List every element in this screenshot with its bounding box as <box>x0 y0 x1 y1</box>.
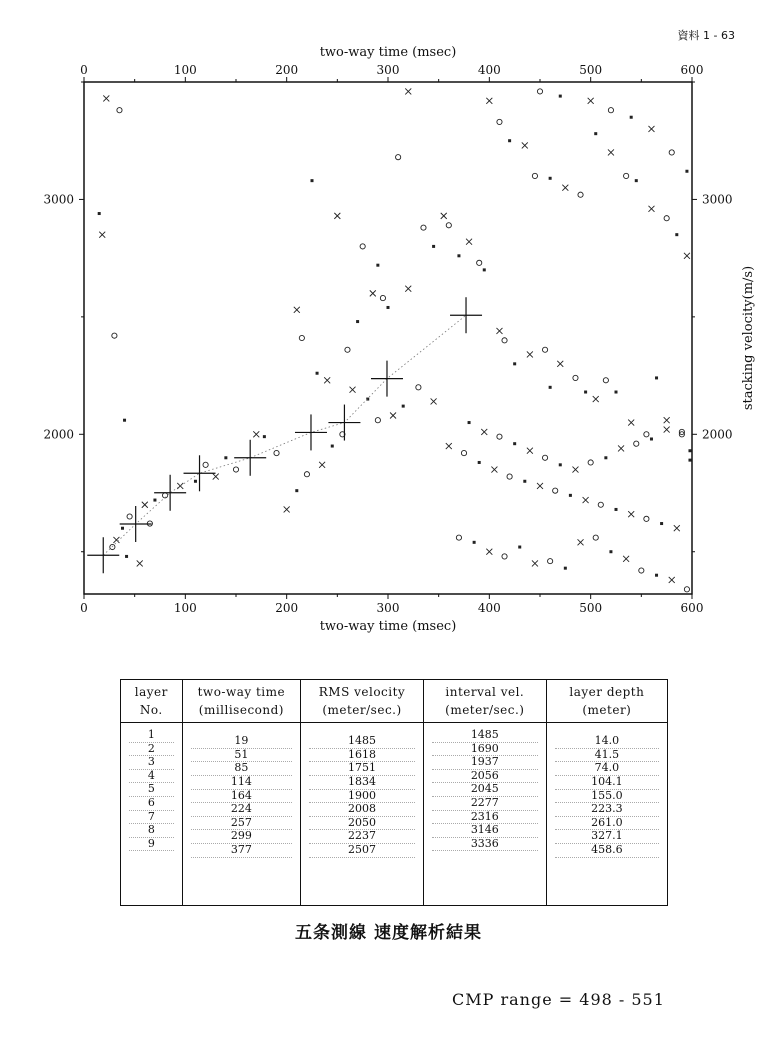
y-tick-label-left: 3000 <box>43 192 74 207</box>
layer_depth-cell: 327.1 <box>555 830 659 844</box>
semblance-point <box>345 347 350 352</box>
semblance-point <box>311 179 314 182</box>
semblance-point <box>123 419 126 422</box>
semblance-point <box>660 522 663 525</box>
x-tick-label-bottom: 400 <box>477 601 501 615</box>
layer_depth-cell: 41.5 <box>555 749 659 763</box>
semblance-point <box>331 445 334 448</box>
two_way_time-cell: 377 <box>191 844 292 858</box>
semblance-point <box>639 568 644 573</box>
velocity-pick <box>120 506 152 542</box>
semblance-point <box>584 391 587 394</box>
two_way_time-cell: 299 <box>191 830 292 844</box>
semblance-point <box>578 192 583 197</box>
semblance-point <box>684 587 689 592</box>
layer_depth-cell: 223.3 <box>555 803 659 817</box>
semblance-point <box>491 467 497 473</box>
two_way_time-cell: 164 <box>191 790 292 804</box>
semblance-point <box>446 443 452 449</box>
header-two-way-time: two-way time (millisecond) <box>182 680 300 723</box>
semblance-point <box>421 225 426 230</box>
semblance-point <box>416 385 421 390</box>
semblance-point <box>496 328 502 334</box>
semblance-point <box>125 555 128 558</box>
x-tick-label-top: 100 <box>173 63 197 77</box>
semblance-point <box>324 377 330 383</box>
x-tick-label-top: 600 <box>680 63 704 77</box>
semblance-point <box>405 286 411 292</box>
semblance-point <box>376 264 379 267</box>
velocity-pick <box>234 440 266 476</box>
semblance-point <box>618 445 624 451</box>
semblance-point <box>537 483 543 489</box>
layer_no-cell: 7 <box>129 811 174 825</box>
semblance-point <box>457 254 460 257</box>
interval_vel-cell: 1690 <box>432 743 538 757</box>
x-tick-label-bottom: 100 <box>173 601 197 615</box>
rms_velocity-cell: 1485 <box>309 735 415 749</box>
semblance-point <box>486 98 492 104</box>
semblance-point <box>532 560 538 566</box>
semblance-point <box>628 420 634 426</box>
semblance-point <box>253 431 259 437</box>
x-tick-label-bottom: 300 <box>376 601 400 615</box>
semblance-point <box>477 260 482 265</box>
rms_velocity-cell: 2050 <box>309 817 415 831</box>
semblance-point <box>648 206 654 212</box>
semblance-point <box>117 108 122 113</box>
semblance-point <box>648 126 654 132</box>
semblance-point <box>224 456 227 459</box>
semblance-point <box>624 173 629 178</box>
semblance-point <box>562 185 568 191</box>
two_way_time-cell: 257 <box>191 817 292 831</box>
layer_depth-cell: 14.0 <box>555 735 659 749</box>
semblance-point <box>481 429 487 435</box>
layer_no-cell: 6 <box>129 797 174 811</box>
semblance-point <box>473 541 476 544</box>
interval_vel-cell: 2316 <box>432 811 538 825</box>
semblance-point <box>334 213 340 219</box>
semblance-point <box>316 372 319 375</box>
velocity-pick <box>371 361 403 397</box>
semblance-point <box>478 461 481 464</box>
semblance-point <box>522 142 528 148</box>
y-tick-label-right: 3000 <box>702 192 733 207</box>
rms_velocity-cell: 2507 <box>309 844 415 858</box>
semblance-point <box>628 511 634 517</box>
semblance-point <box>623 556 629 562</box>
semblance-point <box>284 506 290 512</box>
interval_vel-cell: 3146 <box>432 824 538 838</box>
semblance-point <box>502 338 507 343</box>
semblance-point <box>603 378 608 383</box>
semblance-point <box>375 418 380 423</box>
layer_no-cell: 5 <box>129 783 174 797</box>
column-layer-depth <box>547 735 667 857</box>
semblance-point <box>615 391 618 394</box>
semblance-point <box>549 177 552 180</box>
two_way_time-cell: 19 <box>191 735 292 749</box>
layer_depth-cell: 74.0 <box>555 762 659 776</box>
semblance-point <box>669 150 674 155</box>
semblance-point <box>121 527 124 530</box>
semblance-point <box>299 335 304 340</box>
semblance-point <box>263 435 266 438</box>
column-rms-velocity <box>301 735 423 857</box>
plot-frame <box>84 82 692 594</box>
rms_velocity-cell: 1618 <box>309 749 415 763</box>
semblance-point <box>390 413 396 419</box>
semblance-point <box>664 216 669 221</box>
velocity-trend-line <box>103 315 466 555</box>
semblance-point <box>635 179 638 182</box>
semblance-point <box>502 554 507 559</box>
semblance-point <box>583 497 589 503</box>
semblance-point <box>598 502 603 507</box>
interval_vel-cell: 2045 <box>432 783 538 797</box>
y-tick-label-right: 2000 <box>702 427 733 442</box>
x-tick-label-bottom: 600 <box>680 601 704 615</box>
semblance-point <box>483 268 486 271</box>
x-tick-label-bottom: 500 <box>579 601 603 615</box>
rms_velocity-cell: 2237 <box>309 830 415 844</box>
semblance-point <box>274 450 279 455</box>
semblance-point <box>548 559 553 564</box>
semblance-point <box>441 213 447 219</box>
header-layer-no: layer No. <box>121 680 183 723</box>
semblance-point <box>644 516 649 521</box>
interval_vel-cell: 2056 <box>432 770 538 784</box>
semblance-point <box>675 233 678 236</box>
semblance-point <box>350 387 356 393</box>
semblance-point <box>655 574 658 577</box>
semblance-point <box>508 139 511 142</box>
semblance-point <box>650 437 653 440</box>
layer_depth-cell: 155.0 <box>555 790 659 804</box>
semblance-point <box>573 375 578 380</box>
y-tick-label-left: 2000 <box>43 427 74 442</box>
two_way_time-cell: 224 <box>191 803 292 817</box>
velocity-pick <box>87 537 119 573</box>
page-reference: 資料 1 - 63 <box>677 29 735 42</box>
semblance-point <box>402 405 405 408</box>
semblance-point <box>295 489 298 492</box>
layer_no-cell: 9 <box>129 838 174 852</box>
layer-table <box>120 679 668 906</box>
semblance-point <box>153 499 156 502</box>
x-axis-title-bottom: two-way time (msec) <box>319 619 457 634</box>
semblance-point <box>542 347 547 352</box>
semblance-point <box>194 480 197 483</box>
layer_no-cell: 1 <box>129 729 174 743</box>
semblance-point <box>615 508 618 511</box>
interval_vel-cell: 1937 <box>432 756 538 770</box>
semblance-point <box>537 89 542 94</box>
velocity-pick <box>184 455 216 491</box>
semblance-point <box>609 550 612 553</box>
velocity-pick <box>450 297 482 333</box>
semblance-point <box>203 462 208 467</box>
semblance-point <box>685 170 688 173</box>
semblance-point <box>98 212 101 215</box>
column-interval-velocity <box>424 729 546 851</box>
layer_no-cell: 2 <box>129 743 174 757</box>
semblance-point <box>674 525 680 531</box>
semblance-point <box>468 421 471 424</box>
semblance-point <box>664 427 670 433</box>
header-interval-velocity: interval vel. (meter/sec.) <box>423 680 546 723</box>
y-axis-title: stacking velocity(m/s) <box>741 265 756 411</box>
semblance-point <box>99 232 105 238</box>
interval_vel-cell: 1485 <box>432 729 538 743</box>
semblance-point <box>604 456 607 459</box>
semblance-point <box>688 459 691 462</box>
semblance-point <box>634 441 639 446</box>
semblance-point <box>588 460 593 465</box>
column-two-way-time <box>183 735 300 857</box>
semblance-point <box>569 494 572 497</box>
rms_velocity-cell: 1834 <box>309 776 415 790</box>
cmp-range-label: CMP range = 498 - 551 <box>452 990 665 1009</box>
semblance-point <box>630 116 633 119</box>
semblance-point <box>213 474 219 480</box>
semblance-point <box>684 253 690 259</box>
semblance-point <box>593 535 598 540</box>
semblance-point <box>559 463 562 466</box>
semblance-point <box>644 432 649 437</box>
semblance-point <box>319 462 325 468</box>
x-tick-label-top: 200 <box>275 63 299 77</box>
semblance-point <box>387 306 390 309</box>
interval_vel-cell: 2277 <box>432 797 538 811</box>
semblance-point <box>507 474 512 479</box>
semblance-point <box>564 567 567 570</box>
figure-caption: 五条測線 速度解析結果 <box>295 923 482 943</box>
semblance-point <box>523 480 526 483</box>
semblance-point <box>553 488 558 493</box>
semblance-point <box>497 434 502 439</box>
semblance-point <box>304 472 309 477</box>
layer_no-cell: 8 <box>129 824 174 838</box>
layer_depth-cell: 104.1 <box>555 776 659 790</box>
semblance-point <box>542 455 547 460</box>
semblance-point <box>669 577 675 583</box>
semblance-point <box>461 450 466 455</box>
semblance-point <box>432 245 435 248</box>
interval_vel-cell: 3336 <box>432 838 538 852</box>
semblance-point <box>103 95 109 101</box>
x-tick-label-top: 300 <box>376 63 400 77</box>
semblance-point <box>527 448 533 454</box>
semblance-point <box>233 467 238 472</box>
semblance-point <box>549 386 552 389</box>
semblance-point <box>572 467 578 473</box>
x-tick-label-top: 400 <box>477 63 501 77</box>
semblance-point <box>594 132 597 135</box>
semblance-point <box>356 320 359 323</box>
semblance-point <box>588 98 594 104</box>
semblance-point <box>559 95 562 98</box>
semblance-point <box>518 546 521 549</box>
semblance-point <box>688 449 691 452</box>
semblance-point <box>664 417 670 423</box>
semblance-point <box>294 307 300 313</box>
two_way_time-cell: 51 <box>191 749 292 763</box>
velocity-pick <box>154 475 186 511</box>
semblance-point <box>593 396 599 402</box>
semblance-point <box>497 119 502 124</box>
semblance-point <box>456 535 461 540</box>
semblance-point <box>532 173 537 178</box>
header-rms-velocity: RMS velocity (meter/sec.) <box>301 680 424 723</box>
semblance-point <box>431 398 437 404</box>
x-tick-label-bottom: 200 <box>275 601 299 615</box>
semblance-point <box>380 295 385 300</box>
semblance-point <box>527 351 533 357</box>
semblance-point <box>142 502 148 508</box>
two_way_time-cell: 85 <box>191 762 292 776</box>
column-layer-no <box>121 729 182 851</box>
layer_no-cell: 4 <box>129 770 174 784</box>
velocity-pick <box>328 405 360 441</box>
semblance-point <box>177 483 183 489</box>
layer_depth-cell: 458.6 <box>555 844 659 858</box>
semblance-point <box>112 333 117 338</box>
x-axis-title-top: two-way time (msec) <box>319 45 457 60</box>
semblance-point <box>513 362 516 365</box>
semblance-point <box>578 539 584 545</box>
semblance-point <box>370 290 376 296</box>
semblance-point <box>557 361 563 367</box>
layer_depth-cell: 261.0 <box>555 817 659 831</box>
semblance-point <box>655 376 658 379</box>
rms_velocity-cell: 1900 <box>309 790 415 804</box>
semblance-point <box>137 560 143 566</box>
semblance-point <box>446 223 451 228</box>
semblance-point <box>113 537 119 543</box>
semblance-point <box>110 544 115 549</box>
semblance-point <box>127 514 132 519</box>
semblance-point <box>360 244 365 249</box>
rms_velocity-cell: 1751 <box>309 762 415 776</box>
velocity-pick <box>295 414 327 450</box>
x-tick-label-bottom: 0 <box>80 601 88 615</box>
semblance-point <box>486 549 492 555</box>
semblance-point <box>396 155 401 160</box>
header-layer-depth: layer depth (meter) <box>546 680 667 723</box>
semblance-point <box>405 88 411 94</box>
semblance-point <box>608 149 614 155</box>
layer_no-cell: 3 <box>129 756 174 770</box>
semblance-point <box>608 108 613 113</box>
x-tick-label-top: 0 <box>80 63 88 77</box>
two_way_time-cell: 114 <box>191 776 292 790</box>
semblance-point <box>513 442 516 445</box>
x-tick-label-top: 500 <box>579 63 603 77</box>
semblance-point <box>466 239 472 245</box>
rms_velocity-cell: 2008 <box>309 803 415 817</box>
